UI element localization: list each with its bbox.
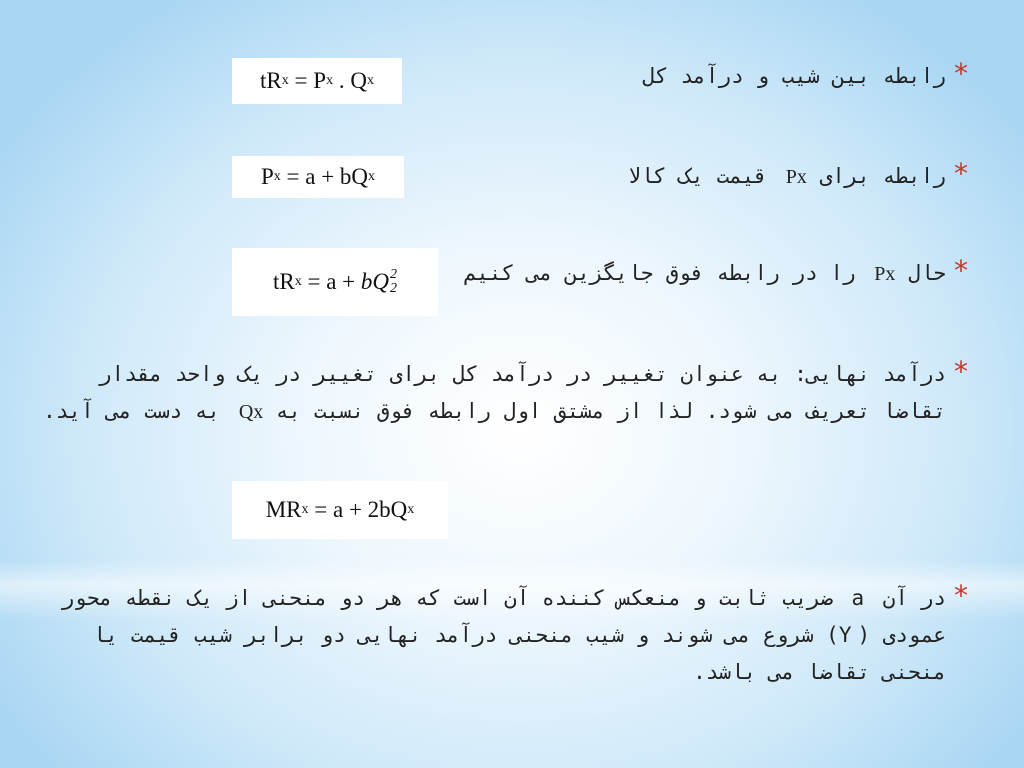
formula-3-eq: =	[301, 269, 327, 294]
formula-4-op: +	[343, 497, 368, 522]
formula-1-t1: P	[313, 68, 327, 93]
formula-price	[232, 156, 404, 198]
formula-3-lhs-sub: x	[294, 274, 302, 289]
formula-4-lhs-sub: x	[301, 502, 309, 517]
bullet-1	[426, 57, 968, 95]
bullet-4-after: به دست می آید.	[43, 399, 239, 423]
bullet-4	[34, 355, 968, 431]
bullet-3-before: حال	[895, 261, 946, 285]
formula-1-lhs-sub: x	[281, 73, 289, 88]
bullet-5	[34, 579, 968, 691]
bullet-4-symbol: Qx	[238, 401, 264, 423]
bullet-marker: *	[954, 254, 968, 287]
formula-3-scripts	[390, 268, 397, 296]
formula-2-lhs: P	[260, 164, 274, 189]
formula-3-a: a	[326, 269, 337, 294]
bullet-3-symbol: Px	[874, 263, 896, 285]
bullet-marker: *	[954, 157, 968, 190]
formula-4-b: 2bQ	[367, 497, 408, 522]
bullet-5-text: در آن a ضریب ثابت و منعکس کننده آن است که هر دو منحنی از یک نقطه محور عمودی (Y) شروع می شوند و شیب منحنی درآمد نهایی دو برابر شیب قیمت یا منحنی تقاضا می باشد.	[61, 586, 946, 684]
formula-3-b-sub: 2	[390, 281, 398, 296]
formula-1-t1-sub: x	[326, 73, 334, 88]
formula-2-lhs-sub: x	[273, 169, 281, 184]
formula-2-a: a	[305, 164, 316, 189]
formula-3-b-sup: 2	[390, 267, 398, 282]
formula-1-t2: Q	[350, 68, 367, 93]
formula-3-b: bQ	[360, 269, 390, 294]
bullet-marker: *	[954, 57, 968, 90]
formula-4-b-sub: x	[407, 502, 415, 517]
formula-1-eq: =	[288, 68, 314, 93]
formula-2-eq: =	[280, 164, 306, 189]
formula-4-eq: =	[308, 497, 333, 522]
formula-4-lhs: MR	[265, 497, 302, 522]
bullet-2-symbol: Px	[785, 166, 807, 188]
bullet-3-after: را در رابطه فوق جایگزین می کنیم	[463, 261, 875, 285]
formula-marginal-revenue	[232, 481, 448, 539]
formula-4-a: a	[332, 497, 344, 522]
formula-1-t2-sub: x	[366, 73, 374, 88]
formula-1-op: .	[333, 68, 351, 93]
bullet-2	[426, 157, 968, 196]
formula-total-revenue	[232, 58, 402, 104]
formula-total-revenue-substituted	[232, 248, 438, 316]
formula-3-op: +	[336, 269, 361, 294]
bullet-marker: *	[954, 355, 968, 388]
formula-2-op: +	[315, 164, 340, 189]
bullet-1-text: رابطه بین شیب و درآمد کل	[642, 64, 946, 88]
bullet-marker: *	[954, 579, 968, 612]
bullet-2-before: رابطه برای	[806, 164, 946, 188]
formula-1-lhs: tR	[260, 68, 282, 93]
formula-3-lhs: tR	[272, 269, 295, 294]
formula-2-b: bQ	[339, 164, 369, 189]
formula-2-b-sub: x	[368, 169, 376, 184]
bullet-4-before: درآمد نهایی: به عنوان تغییر در درآمد کل برای تغییر در یک واحد مقدار تقاضا تعریف می شود. لذا از مشتق اول رابطه فوق نسبت به	[98, 362, 946, 423]
bullet-2-after: قیمت یک کالا	[628, 164, 786, 188]
